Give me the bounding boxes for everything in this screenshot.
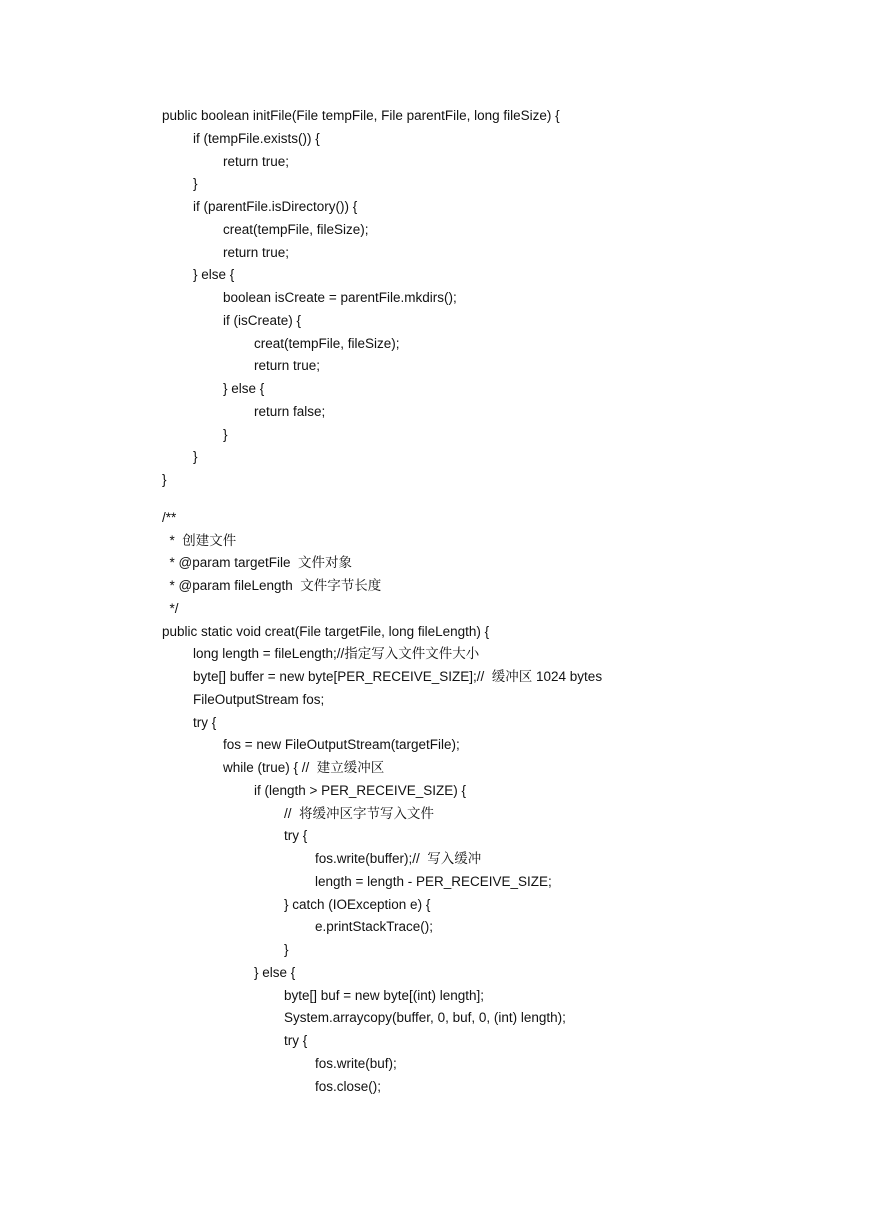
code-line: } xyxy=(284,942,289,957)
code-line: fos.write(buffer);// 写入缓冲 xyxy=(315,851,482,866)
code-line: return true; xyxy=(223,153,290,169)
code-line: return true; xyxy=(254,358,321,374)
code-line: fos = new FileOutputStream(targetFile); xyxy=(223,737,460,753)
code-line: creat(tempFile, fileSize); xyxy=(254,335,400,351)
code-line: e.printStackTrace(); xyxy=(315,919,434,935)
code-line: public boolean initFile(File tempFile, File parentFile, long fileSize) { xyxy=(162,108,560,123)
code-line: byte[] buf = new byte[(int) length]; xyxy=(284,987,484,1003)
code-line: if (parentFile.isDirectory()) { xyxy=(193,199,358,214)
code-line: public static void creat(File targetFile, long fileLength) { xyxy=(162,623,490,639)
code-line: } catch (IOException e) { xyxy=(284,896,431,912)
code-line: length = length - PER_RECEIVE_SIZE; xyxy=(315,873,552,889)
code-line: * @param targetFile 文件对象 xyxy=(162,555,353,571)
code-line: byte[] buffer = new byte[PER_RECEIVE_SIZE];// 缓冲区 1024 bytes xyxy=(193,669,603,684)
code-line: long length = fileLength;//指定写入文件文件大小 xyxy=(193,646,480,662)
code-line: if (length > PER_RECEIVE_SIZE) { xyxy=(254,782,466,798)
code-line: return false; xyxy=(254,403,326,419)
code-block xyxy=(162,105,842,1098)
code-line: try { xyxy=(284,1033,308,1048)
code-line: } else { xyxy=(223,381,265,396)
code-line: while (true) { // 建立缓冲区 xyxy=(223,760,385,775)
code-line: } else { xyxy=(254,964,296,980)
code-line: } xyxy=(193,176,198,192)
code-line: try { xyxy=(193,714,217,730)
code-line: * 创建文件 xyxy=(162,532,237,548)
code-line: if (isCreate) { xyxy=(223,312,302,328)
code-line: FileOutputStream fos; xyxy=(193,691,325,707)
code-line: */ xyxy=(162,600,179,616)
code-line: // 将缓冲区字节写入文件 xyxy=(284,805,435,821)
code-line: } xyxy=(162,472,167,487)
code-line: System.arraycopy(buffer, 0, buf, 0, (int) length); xyxy=(284,1010,566,1026)
code-line: fos.write(buf); xyxy=(315,1055,397,1071)
code-line: /** xyxy=(162,509,177,525)
code-line: if (tempFile.exists()) { xyxy=(193,130,320,146)
code-line: try { xyxy=(284,828,308,844)
code-line: * @param fileLength 文件字节长度 xyxy=(162,578,382,593)
code-line: fos.close(); xyxy=(315,1078,382,1094)
code-line: boolean isCreate = parentFile.mkdirs(); xyxy=(223,290,457,305)
code-line: } else { xyxy=(193,267,235,283)
code-line: creat(tempFile, fileSize); xyxy=(223,221,369,237)
code-line: } xyxy=(223,426,228,442)
code-line: } xyxy=(193,449,198,465)
code-line: return true; xyxy=(223,244,290,260)
blank-line xyxy=(162,492,842,507)
